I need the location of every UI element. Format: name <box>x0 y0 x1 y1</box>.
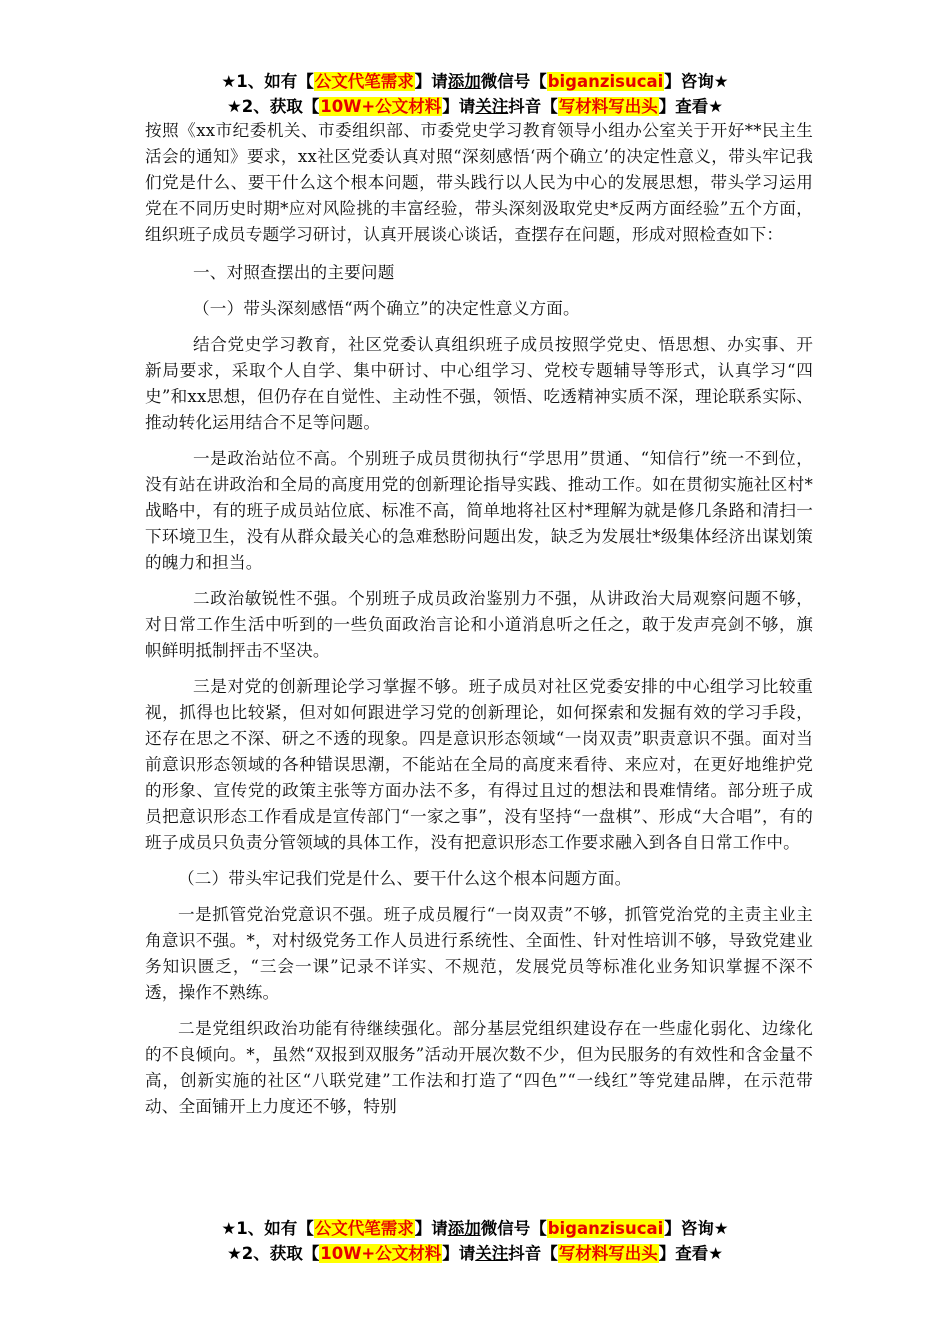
promo-text: 】咨询★ <box>664 1219 729 1238</box>
promo-text: 】请 <box>442 1244 476 1263</box>
promo-text: 微信号【 <box>480 72 547 91</box>
subsection-heading: （二）带头牢记我们党是什么、要干什么这个根本问题方面。 <box>178 869 632 888</box>
promo-line-2 <box>0 94 950 119</box>
body-paragraph: 二是党组织政治功能有待继续强化。部分基层党组织建设存在一些虚化弱化、边缘化的不良倾向。*，虽然“双报到双服务”活动开展次数不少，但为民服务的有效性和含金量不高，创新实施的社区“八联党建”工作法和打造了“四色”“一线红”等党建品牌，在示范带动、全面铺开上力度还不够，特别 <box>145 1019 813 1116</box>
promo-banner-bottom <box>0 1216 950 1266</box>
promo-highlight: 公文代笔需求 <box>314 1219 414 1238</box>
promo-underline: 添加 <box>447 1219 481 1238</box>
promo-text: ★1、如有【 <box>221 72 314 91</box>
promo-highlight: 10W+公文材料 <box>320 1244 442 1263</box>
promo-banner-top <box>0 69 950 119</box>
body-paragraph: 一是抓管党治党意识不强。班子成员履行“一岗双责”不够，抓管党治党的主责主业主角意识不强。*，对村级党务工作人员进行系统性、全面性、针对性培训不够，导致党建业务知识匮乏，“三会一课”记录不详实、不规范，发展党员等标准化业务知识掌握不深不透，操作不熟练。 <box>145 905 813 1002</box>
promo-line-1 <box>0 1216 950 1241</box>
body-paragraph: 结合党史学习教育，社区党委认真组织班子成员按照学党史、悟思想、办实事、开新局要求，采取个人自学、集中研讨、中心组学习、党校专题辅导等形式，认真学习“四史”和xx思想，但仍存在自觉性、主动性不强，领悟、吃透精神实质不深，理论联系实际、推动转化运用结合不足等问题。 <box>145 335 813 432</box>
promo-line-1 <box>0 69 950 94</box>
promo-text: 】请 <box>414 1219 448 1238</box>
document-body <box>145 118 813 1130</box>
promo-text: 】查看★ <box>658 1244 724 1263</box>
promo-text: 抖音【 <box>508 1244 558 1263</box>
promo-text: 】请 <box>442 97 476 116</box>
promo-highlight: 公文代笔需求 <box>314 72 414 91</box>
promo-underline: 关注 <box>475 1244 509 1263</box>
promo-highlight: 写材料写出头 <box>558 1244 658 1263</box>
intro-paragraph: 按照《xx市纪委机关、市委组织部、市委党史学习教育领导小组办公室关于开好**民主生活会的通知》要求，xx社区党委认真对照“深刻感悟‘两个确立’的决定性意义，带头牢记我们党是什么、要干什么这个根本问题，带头践行以人民为中心的发展思想，带头学习运用党在不同历史时期*应对风险挑的丰富经验，带头深刻汲取党史*反两方面经验”五个方面，组织班子成员专题学习研讨，认真开展谈心谈话，查摆存在问题，形成对照检查如下： <box>145 121 813 244</box>
promo-text: 】咨询★ <box>664 72 729 91</box>
body-paragraph: 二政治敏锐性不强。个别班子成员政治鉴别力不强，从讲政治大局观察问题不够，对日常工作生活中听到的一些负面政治言论和小道消息听之任之，敢于发声亮剑不够，旗帜鲜明抵制抨击不坚决。 <box>145 589 813 660</box>
promo-underline: 添加 <box>447 72 481 91</box>
promo-underline: 关注 <box>475 97 509 116</box>
promo-highlight: 10W+公文材料 <box>320 97 442 116</box>
promo-text: 微信号【 <box>480 1219 547 1238</box>
promo-text: 】查看★ <box>658 97 724 116</box>
body-paragraph: 三是对党的创新理论学习掌握不够。班子成员对社区党委安排的中心组学习比较重视，抓得也比较紧，但对如何跟进学习党的创新理论，如何探索和发掘有效的学习手段，还存在思之不深、研之不透的现象。四是意识形态领域“一岗双责”职责意识不强。面对当前意识形态领域的各种错误思潮，不能站在全局的高度来看待、来应对，在更好地维护党的形象、宣传党的政策主张等方面办法不多，有得过且过的想法和畏难情绪。部分班子成员把意识形态工作看成是宣传部门“一家之事”，没有坚持“一盘棋”、形成“大合唱”，有的班子成员只负责分管领域的具体工作，没有把意识形态工作要求融入到各自日常工作中。 <box>145 677 813 852</box>
section-heading: 一、对照查摆出的主要问题 <box>193 263 395 282</box>
body-paragraph: 一是政治站位不高。个别班子成员贯彻执行“学思用”贯通、“知信行”统一不到位，没有站在讲政治和全局的高度用党的创新理论指导实践、推动工作。如在贯彻实施社区村*战略中，有的班子成员站位底、标准不高，简单地将社区村*理解为就是修几条路和清扫一下环境卫生，没有从群众最关心的急难愁盼问题出发，缺乏为发展壮*级集体经济出谋划策的魄力和担当。 <box>145 449 813 572</box>
promo-text: ★2、获取【 <box>226 97 320 116</box>
promo-line-2 <box>0 1241 950 1266</box>
subsection-heading: （一）带头深刻感悟“两个确立”的决定性意义方面。 <box>193 299 580 318</box>
promo-highlight: biganzisucai <box>547 72 664 91</box>
promo-text: ★2、获取【 <box>226 1244 320 1263</box>
promo-text: 】请 <box>414 72 448 91</box>
promo-text: ★1、如有【 <box>221 1219 314 1238</box>
promo-highlight: biganzisucai <box>547 1219 664 1238</box>
promo-text: 抖音【 <box>508 97 558 116</box>
promo-highlight: 写材料写出头 <box>558 97 658 116</box>
